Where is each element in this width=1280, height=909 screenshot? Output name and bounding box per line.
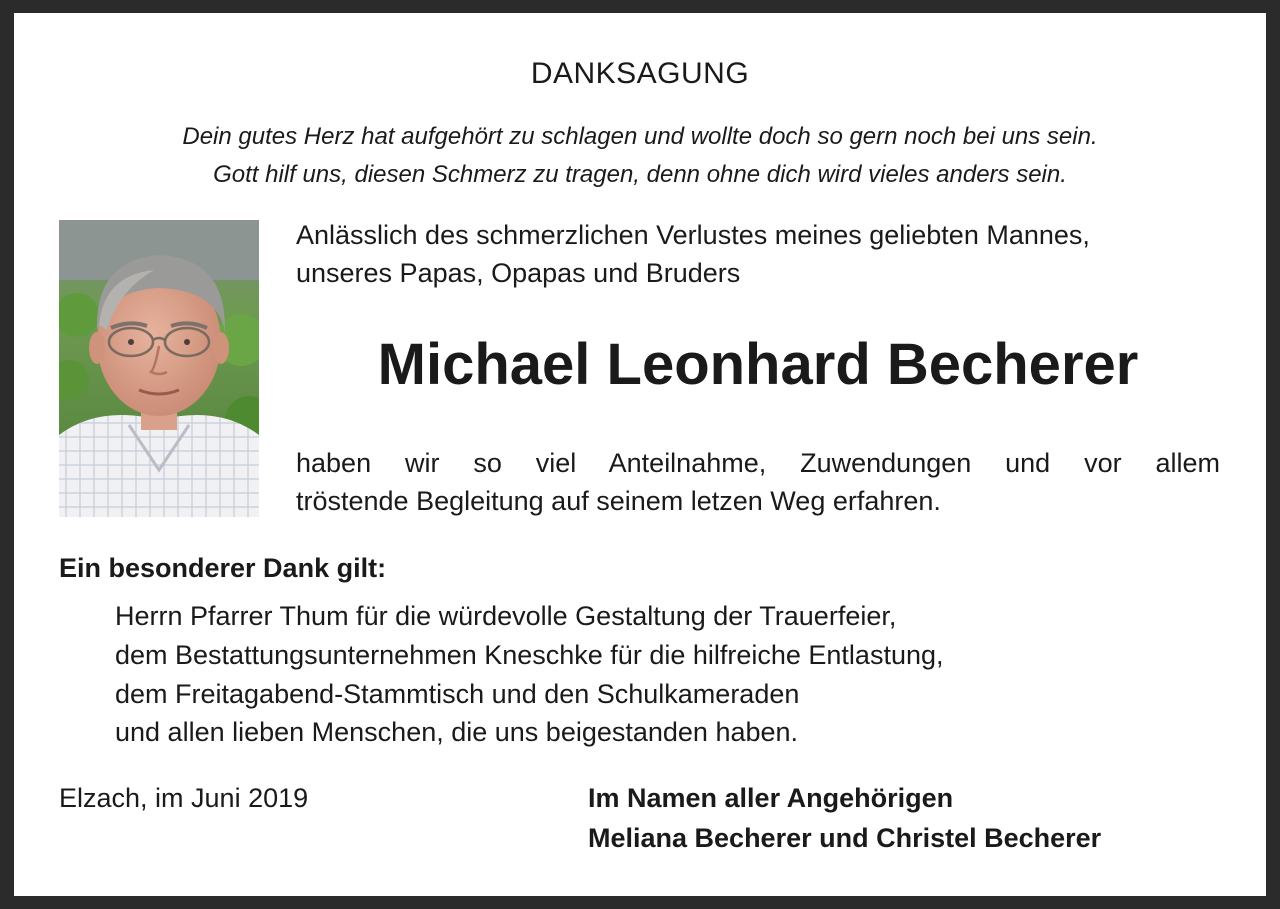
obituary-notice (14, 13, 1266, 896)
intro-line-1: Anlässlich des schmerzlichen Verlustes meines geliebten Mannes, (296, 220, 1090, 250)
verse-line-2: Gott hilf uns, diesen Schmerz zu tragen, denn ohne dich wird vieles anders sein. (213, 161, 1067, 188)
notice-heading: DANKSAGUNG (530, 57, 750, 90)
thanks-line: und allen lieben Menschen, die uns beigestanden haben. (115, 717, 799, 747)
body-line-1: haben wir so viel Anteilnahme, Zuwendungen und vor allem (296, 448, 1220, 478)
deceased-name: Michael Leonhard Becherer (377, 332, 1139, 397)
thanks-line: dem Bestattungsunternehmen Kneschke für die hilfreiche Entlastung, (115, 640, 944, 670)
thanks-heading: Ein besonderer Dank gilt: (59, 553, 387, 583)
intro-line-2: unseres Papas, Opapas und Bruders (296, 258, 741, 288)
thanks-line: dem Freitagabend-Stammtisch und den Schulkameraden (115, 679, 800, 709)
portrait-photo (59, 220, 259, 517)
signature-line-1: Im Namen aller Angehörigen (588, 783, 954, 813)
portrait-illustration (59, 220, 259, 517)
signature-line-2: Meliana Becherer und Christel Becherer (588, 823, 1102, 853)
verse-line-1: Dein gutes Herz hat aufgehört zu schlagen und wollte doch so gern noch bei uns sein. (182, 123, 1098, 150)
body-line-2: tröstende Begleitung auf seinem letzen Weg erfahren. (296, 486, 941, 516)
place-date: Elzach, im Juni 2019 (59, 783, 309, 813)
thanks-line: Herrn Pfarrer Thum für die würdevolle Gestaltung der Trauerfeier, (115, 601, 897, 631)
